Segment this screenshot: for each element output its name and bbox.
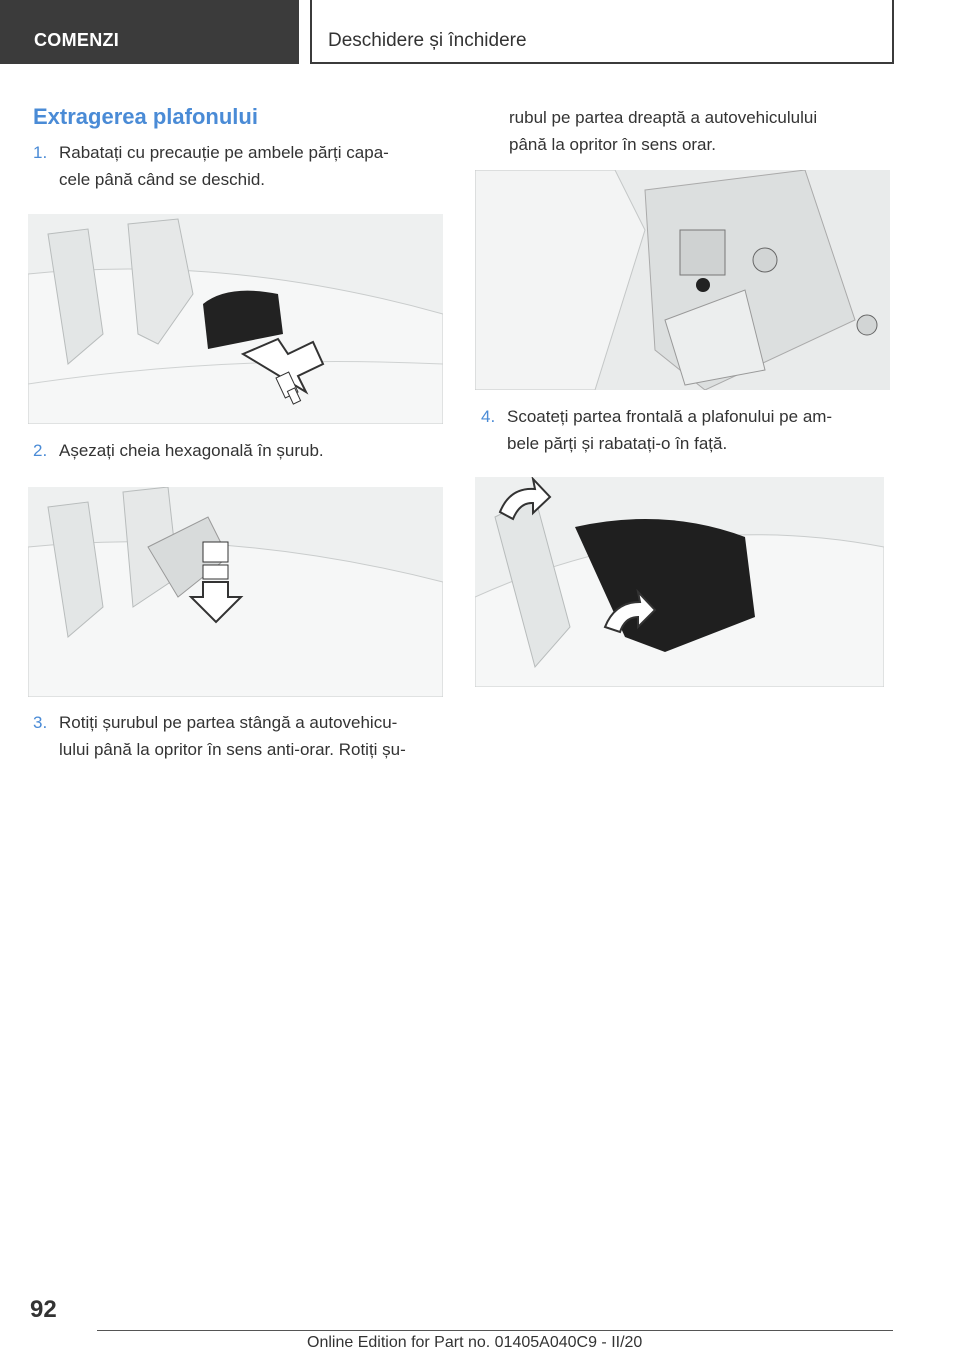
header-chapter-tab <box>310 0 894 64</box>
step-2 <box>33 437 453 464</box>
step-4-line-1: Scoateți partea frontală a plafonului pe am- <box>507 407 833 426</box>
step-1 <box>33 139 453 193</box>
header-section-tab <box>0 0 299 64</box>
step-4-line-2: bele părți și rabatați-o în față. <box>507 434 728 453</box>
step-3-continuation <box>509 104 909 158</box>
footer-divider <box>97 1330 893 1331</box>
figure-open-flaps <box>28 214 443 424</box>
step-2-line-1: Așezați cheia hexagonală în șurub. <box>59 441 324 460</box>
step-3-number: 3. <box>33 713 48 732</box>
step-1-line-1: Rabatați cu precauție pe ambele părți capa- <box>59 143 389 162</box>
figure-hex-key <box>28 487 443 697</box>
continuation-line-2: până la opritor în sens orar. <box>509 135 716 154</box>
continuation-line-1: rubul pe partea dreaptă a autovehiculului <box>509 108 818 127</box>
header-section-label: COMENZI <box>34 30 120 50</box>
step-4 <box>481 403 901 457</box>
step-3-line-2: lului până la opritor în sens anti-orar. Rotiți șu- <box>59 740 406 759</box>
step-4-number: 4. <box>481 407 496 426</box>
figure-fold-roof-forward <box>475 477 884 687</box>
step-1-number: 1. <box>33 143 48 162</box>
step-3-line-1: Rotiți șurubul pe partea stângă a autovehicu- <box>59 713 398 732</box>
header-chapter-label: Deschidere și închidere <box>328 30 527 51</box>
step-1-line-2: cele până când se deschid. <box>59 170 266 189</box>
step-2-number: 2. <box>33 441 48 460</box>
page-title: Extragerea plafonului <box>33 104 258 129</box>
footer-edition: Online Edition for Part no. 01405A040C9 - II/20 <box>307 1334 643 1351</box>
page-number: 92 <box>30 1296 57 1323</box>
figure-screw-right <box>475 170 890 390</box>
step-3 <box>33 709 453 763</box>
